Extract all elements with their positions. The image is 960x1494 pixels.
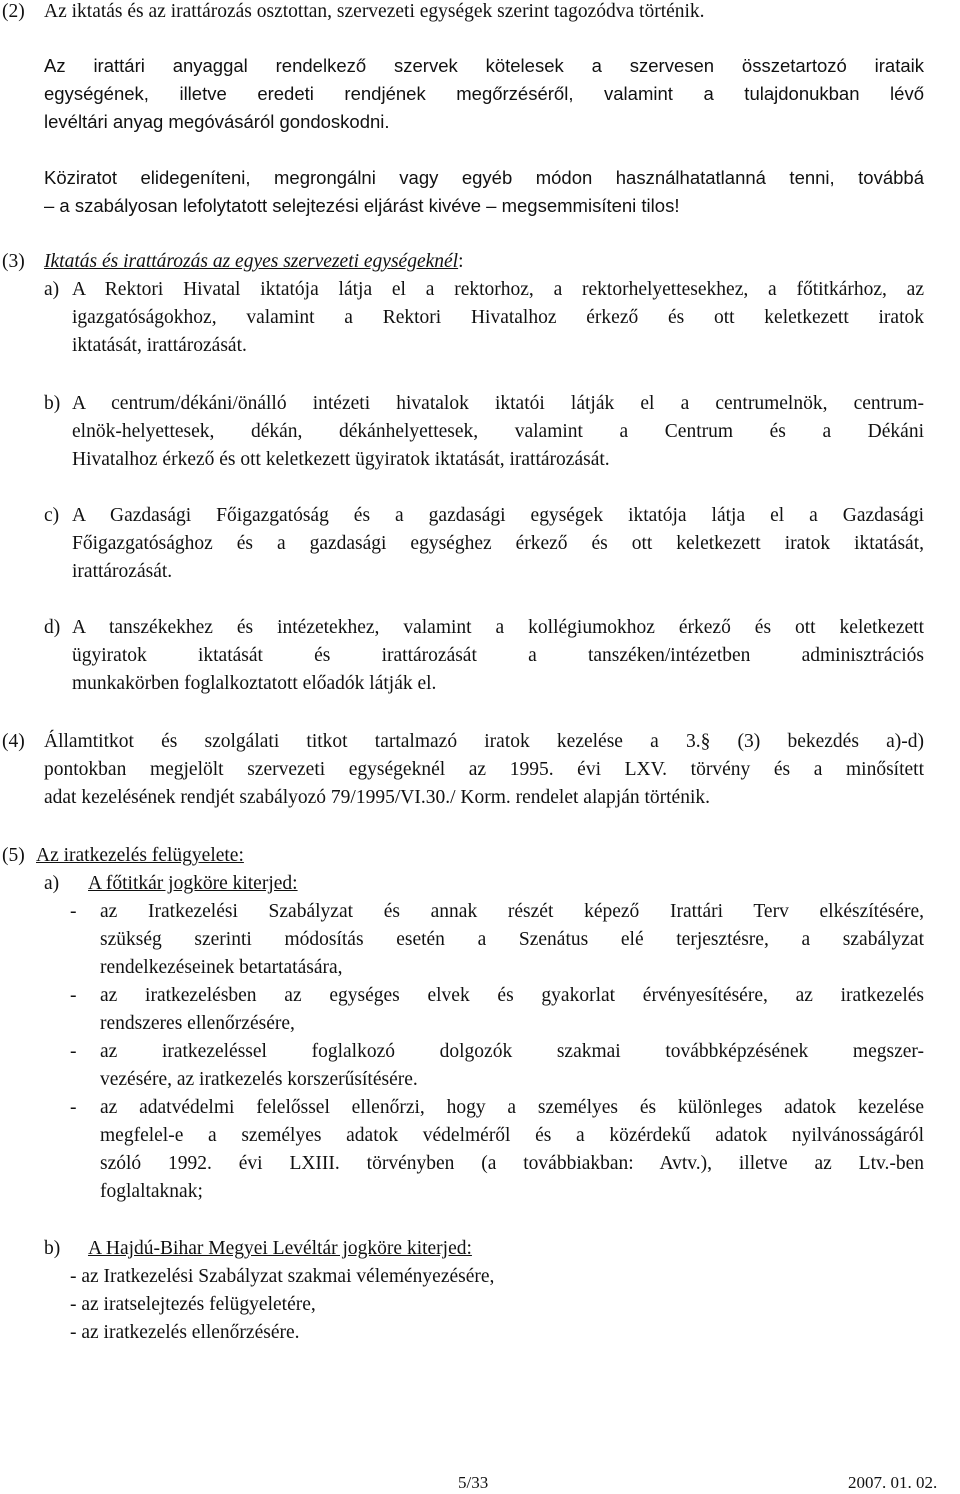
page-number: 5/33	[458, 1473, 489, 1492]
item-5b-line-2: - az iratselejtezés felügyeletére,	[70, 1294, 316, 1315]
paragraph-4-line-3: adat kezelésének rendjét szabályozó 79/1995/VI.30./ Korm. rendelet alapján történik.	[44, 787, 710, 808]
item-3b-line-2: elnök-helyettesek, dékán, dékánhelyettesek, valamint a Centrum és a Dékáni	[72, 421, 924, 442]
public-line-2: – a szabályosan lefolytatott selejtezési eljárást kivéve – megsemmisíteni tilos!	[44, 195, 680, 216]
item-5a-4-line-3: szóló 1992. évi LXIII. törvényben (a továbbiakban: Avtv.), illetve az Ltv.-ben	[100, 1153, 924, 1174]
item-3a-label: a)	[44, 279, 60, 300]
item-3c-line-3: irattározását.	[72, 561, 173, 582]
paragraph-2-text: Az iktatás és az irattározás osztottan, szervezeti egységek szerint tagozódva történik.	[44, 1, 705, 22]
item-3d-line-3: munkakörben foglalkoztatott előadók látják el.	[72, 673, 437, 694]
paragraph-3-title: Iktatás és irattározás az egyes szervezeti egységeknél	[44, 251, 459, 272]
footer-date: 2007. 01. 02.	[848, 1473, 938, 1492]
item-3c-line-1: A Gazdasági Főigazgatóság és a gazdasági egységek iktatója látja el a Gazdasági	[72, 505, 924, 526]
item-5a-label: a)	[44, 873, 60, 894]
item-3b-line-1: A centrum/dékáni/önálló intézeti hivatalok iktatói látják el a centrumelnök, centrum-	[72, 393, 924, 414]
item-3d-label: d)	[44, 617, 61, 638]
item-3c-line-2: Főigazgatósághoz és a gazdasági egységhez érkező és ott keletkezett iratok iktatását,	[72, 533, 924, 554]
item-3d-line-2: ügyiratok iktatását és irattározását a tanszéken/intézetben adminisztrációs	[72, 645, 924, 666]
archive-line-3: levéltári anyag megóvásáról gondoskodni.	[44, 111, 390, 132]
item-5b-line-3: - az iratkezelés ellenőrzésére.	[70, 1322, 300, 1343]
paragraph-3-heading	[44, 248, 464, 276]
paragraph-4-label: (4)	[2, 731, 25, 752]
item-5a-2-line-2: rendszeres ellenőrzésére,	[100, 1013, 295, 1034]
paragraph-3-label: (3)	[2, 251, 25, 272]
item-3a-line-2: igazgatóságokhoz, valamint a Rektori Hivatalhoz érkező és ott keletkezett iratok	[72, 307, 924, 328]
archive-line-1: Az irattári anyaggal rendelkező szervek kötelesek a szervesen összetartozó irataik	[44, 55, 924, 76]
item-5a-3-line-1: az iratkezeléssel foglalkozó dolgozók szakmai továbbképzésének megszer-	[100, 1041, 924, 1062]
paragraph-3-colon: :	[458, 251, 464, 272]
item-3c-label: c)	[44, 505, 60, 526]
item-5a-1-line-3: rendelkezéseinek betartatására,	[100, 957, 343, 978]
item-5a-4-line-2: megfelel-e a személyes adatok védelméről és a közérdekű adatok nyilvánosságáról	[100, 1125, 924, 1146]
item-5b-label: b)	[44, 1238, 61, 1259]
item-3b-label: b)	[44, 393, 61, 414]
paragraph-5-title: Az iratkezelés felügyelete:	[36, 845, 244, 866]
item-3a-line-1: A Rektori Hivatal iktatója látja el a rektorhoz, a rektorhelyettesekhez, a főtitkárhoz, az	[72, 279, 924, 300]
paragraph-4-line-1: Államtitkot és szolgálati titkot tartalmazó iratok kezelése a 3.§ (3) bekezdés a)-d)	[44, 731, 924, 752]
item-3a-line-3: iktatását, irattározását.	[72, 335, 247, 356]
item-5a-4-line-4: foglaltaknak;	[100, 1181, 203, 1202]
paragraph-5-label: (5)	[2, 845, 25, 866]
item-3d-line-1: A tanszékekhez és intézetekhez, valamint a kollégiumokhoz érkező és ott keletkezett	[72, 617, 924, 638]
public-line-1: Köziratot elidegeníteni, megrongálni vagy egyéb módon használhatatlanná tenni, továbbá	[44, 167, 924, 188]
item-5a-1-line-1: az Iratkezelési Szabályzat és annak részét képező Irattári Terv elkészítésére,	[100, 901, 924, 922]
bullet-dash: -	[70, 1097, 77, 1118]
item-5a-2-line-1: az iratkezelésben az egységes elvek és gyakorlat érvényesítésére, az iratkezelés	[100, 985, 924, 1006]
bullet-dash: -	[70, 1041, 77, 1062]
paragraph-4-line-2: pontokban megjelölt szervezeti egységeknél az 1995. évi LXV. törvény és a minősített	[44, 759, 924, 780]
item-5b-title: A Hajdú-Bihar Megyei Levéltár jogköre kiterjed:	[88, 1238, 472, 1259]
paragraph-2-label: (2)	[2, 1, 25, 22]
item-5a-title: A főtitkár jogköre kiterjed:	[88, 873, 298, 894]
item-5b-line-1: - az Iratkezelési Szabályzat szakmai véleményezésére,	[70, 1266, 495, 1287]
item-5a-4-line-1: az adatvédelmi felelőssel ellenőrzi, hogy a személyes és különleges adatok kezelése	[100, 1097, 924, 1118]
bullet-dash: -	[70, 985, 77, 1006]
item-3b-line-3: Hivatalhoz érkező és ott keletkezett ügyiratok iktatását, irattározását.	[72, 449, 610, 470]
bullet-dash: -	[70, 901, 77, 922]
archive-line-2: egységének, illetve eredeti rendjének megőrzéséről, valamint a tulajdonukban lévő	[44, 83, 924, 104]
item-5a-3-line-2: vezésére, az iratkezelés korszerűsítésére.	[100, 1069, 418, 1090]
item-5a-1-line-2: szükség szerinti módosítás esetén a Szenátus elé terjesztésre, a szabályzat	[100, 929, 924, 950]
